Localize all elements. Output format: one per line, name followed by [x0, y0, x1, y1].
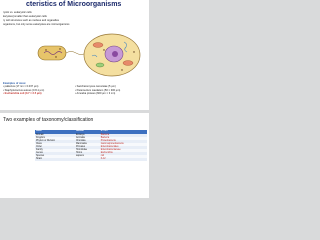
examples-left-column — [3, 85, 75, 95]
column-header: E. coli — [100, 130, 147, 134]
taxonomy-table — [35, 130, 147, 161]
rank-cell: Phylum or Division — [35, 140, 75, 143]
column-header: Human — [75, 130, 100, 134]
eukaryote-cell-drawing — [84, 34, 140, 76]
examples-heading: Examples of sizes: — [3, 82, 27, 85]
size-example-item: • Staphylococcus aureus (0.8-1 µm) — [3, 88, 45, 92]
slide-characteristics — [0, 0, 149, 110]
cell-illustration — [34, 32, 144, 78]
slide-title: cteristics of Microorganisms — [26, 1, 122, 8]
human-cell — [75, 158, 100, 161]
ecoli-cell: Proteobacteria — [100, 140, 147, 143]
rank-cell: Kingdom — [35, 137, 75, 140]
ecoli-cell: Enterobacteriales — [100, 146, 147, 149]
prokaryote-cell-drawing — [38, 46, 86, 60]
size-example-item: • Saccharomyces cerevisiae (5 µm) — [75, 85, 116, 89]
slide-taxonomy — [0, 113, 149, 198]
bullet-item: karyotes] smaller than eukaryotic cells — [3, 14, 47, 18]
bullet-list — [3, 11, 147, 27]
size-examples — [3, 82, 149, 96]
rank-cell: Strain — [35, 158, 75, 161]
size-example-item: • pallectus (17 nm × 0.037 µm) — [3, 85, 39, 89]
ecoli-cell: coli — [100, 155, 147, 158]
examples-right-column — [75, 85, 147, 95]
size-example-item: • Amoeba proteus (600 µm × 3 cm) — [75, 92, 116, 96]
size-example-item: • Escherichia coli (0.7 × 2.5 µm) — [3, 92, 42, 96]
human-cell: sapiens — [75, 155, 100, 158]
ecoli-cell: Escherichia — [100, 152, 147, 155]
rank-cell: Class — [35, 143, 75, 146]
bullet-item: organisms, but only some eukaryotes are microorganisms — [3, 22, 70, 26]
bullet-item: ry cell structures such as nucleus and organelles — [3, 18, 59, 22]
rank-cell: Species — [35, 155, 75, 158]
human-cell: Homo — [75, 152, 100, 155]
rank-cell: Domain — [35, 134, 75, 137]
bullet-item: ryotic vs. eukaryotic cells — [3, 11, 32, 14]
cell-diagram — [34, 32, 144, 78]
human-cell: Primates — [75, 146, 100, 149]
ecoli-cell: Bacteria — [100, 137, 147, 140]
size-example-item: • Paramecium caudatum (50 × 300 µm) — [75, 88, 121, 92]
table-row — [35, 158, 147, 161]
human-cell: Eukarya — [75, 134, 100, 137]
rank-cell: Order — [35, 146, 75, 149]
slide-title: Two examples of taxonomy/classification — [3, 117, 94, 123]
human-cell: Hominidae — [75, 149, 100, 152]
human-cell: Mammalia — [75, 143, 100, 146]
ecoli-cell: Gammaproteobacteria — [100, 143, 147, 146]
rank-cell: Genus — [35, 152, 75, 155]
human-cell: Chordata — [75, 140, 100, 143]
ecoli-cell: K-12 — [100, 158, 147, 161]
rank-cell: Family — [35, 149, 75, 152]
human-cell: Animalia — [75, 137, 100, 140]
column-header: Rank — [35, 130, 75, 134]
ecoli-cell: Bacteria — [100, 134, 147, 137]
ecoli-cell: Enterobacteriaceae — [100, 149, 147, 152]
